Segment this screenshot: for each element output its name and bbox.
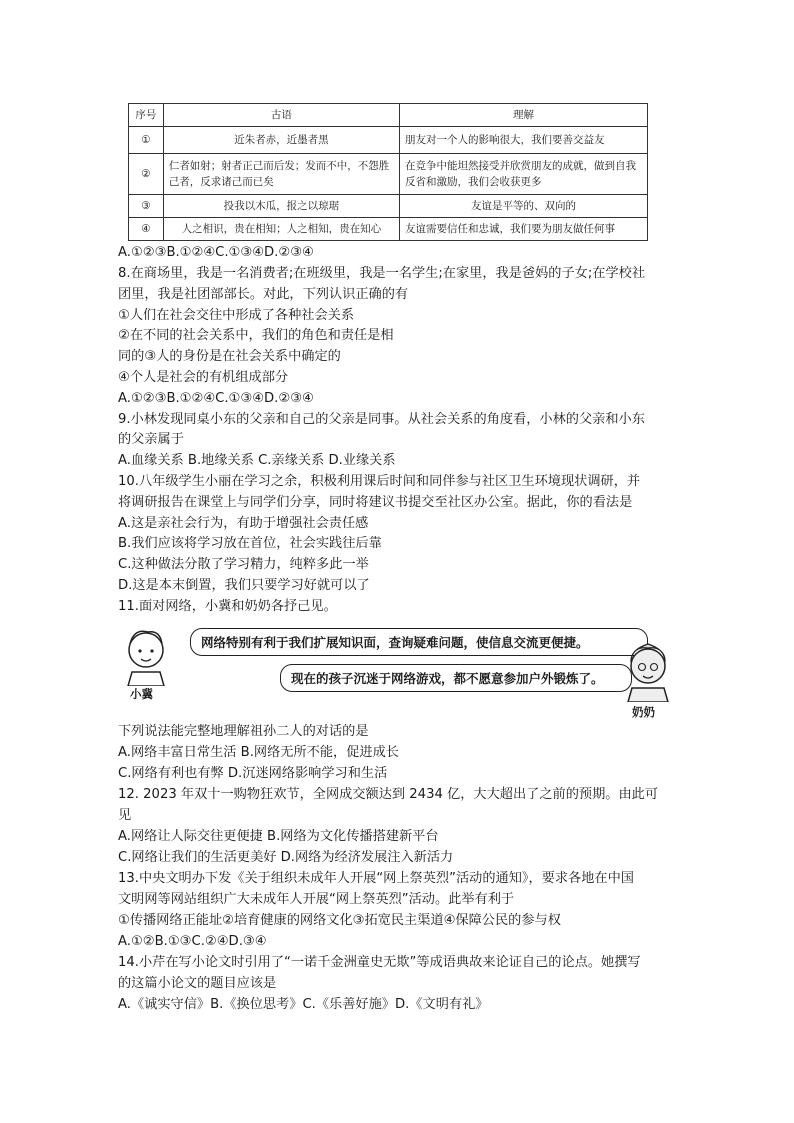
q9-stem-line2: 的父亲属于 bbox=[118, 432, 184, 447]
q8-stem-line2: 团里，我是社团部部长。对此，下列认识正确的有 bbox=[118, 287, 409, 302]
speaker-grandma: 奶奶 bbox=[632, 705, 655, 719]
q11-options-ab: A.网络丰富日常生活 B.网络无所不能，促进成长 bbox=[118, 745, 399, 760]
q14-options: A.《诚实守信》B.《换位思考》C.《乐善好施》D.《文明有礼》 bbox=[118, 997, 489, 1012]
ancient-sayings-table bbox=[128, 103, 648, 241]
table-header-no: 序号 bbox=[129, 104, 164, 127]
q12-stem-line2: 见 bbox=[118, 808, 132, 823]
table-cell-saying: 仁者如射；射者正己而后发；发而不中，不怨胜己者，反求诸己而已矣 bbox=[163, 154, 399, 195]
q8-options: A.①②③B.①②④C.①③④D.②③④ bbox=[118, 391, 314, 406]
q11-options-cd: C.网络有利也有弊 D.沉迷网络影响学习和生活 bbox=[118, 766, 388, 781]
table-cell-no: ① bbox=[129, 127, 164, 154]
speech-bubble-boy: 网络特别有利于我们扩展知识面，查询疑难问题，使信息交流更便捷。 bbox=[190, 628, 648, 656]
q9-options: A.血缘关系 B.地缘关系 C.亲缘关系 D.业缘关系 bbox=[118, 453, 396, 468]
table-header-row bbox=[129, 104, 648, 127]
table-row bbox=[129, 195, 648, 218]
dialogue-illustration bbox=[118, 620, 678, 720]
table-cell-saying: 人之相识，贵在相知；人之相知，贵在知心 bbox=[163, 218, 399, 241]
q8-item1: ①人们在社会交往中形成了各种社会关系 bbox=[118, 308, 355, 323]
grandma-figure-icon bbox=[618, 640, 678, 702]
q13-stem-line1: 13.中央文明办下发《关于组织未成年人开展“网上祭英烈”活动的通知》，要求各地在中国 bbox=[118, 871, 634, 886]
table-cell-no: ④ bbox=[129, 218, 164, 241]
table-cell-meaning: 在竞争中能坦然接受并欣赏朋友的成就，做到自我反省和激励，我们会收获更多 bbox=[399, 154, 647, 195]
q10-option-d: D.这是本末倒置，我们只要学习好就可以了 bbox=[118, 578, 370, 593]
q8-item2: ②在不同的社会关系中，我们的角色和责任是相 bbox=[118, 328, 394, 343]
q9-stem-line1: 9.小林发现同桌小东的父亲和自己的父亲是同事。从社会关系的角度看，小林的父亲和小东 bbox=[118, 412, 645, 427]
table-header-meaning: 理解 bbox=[399, 104, 647, 127]
table-row bbox=[129, 127, 648, 154]
table-row bbox=[129, 154, 648, 195]
q10-stem-line2: 将调研报告在课堂上与同学们分享，同时将建议书提交至社区办公室。据此，你的看法是 bbox=[118, 495, 633, 510]
q13-stem-line2: 文明网等网站组织广大未成年人开展“网上祭英烈”活动。此举有利于 bbox=[118, 892, 515, 907]
q10-stem-line1: 10.八年级学生小丽在学习之余，积极利用课后时间和同伴参与社区卫生环境现状调研，并 bbox=[118, 474, 641, 489]
q11-stem: 11.面对网络，小冀和奶奶各抒己见。 bbox=[118, 599, 337, 614]
table-cell-saying: 近朱者赤，近墨者黑 bbox=[163, 127, 399, 154]
q8-item3: 同的③人的身份是在社会关系中确定的 bbox=[118, 349, 341, 364]
q10-option-a: A.这是亲社会行为，有助于增强社会责任感 bbox=[118, 516, 369, 531]
q14-stem-line1: 14.小芹在写小论文时引用了“一诺千金洲童史无欺”等成语典故来论证自己的论点。她撰写 bbox=[118, 955, 641, 970]
table-cell-meaning: 友谊是平等的、双向的 bbox=[399, 195, 647, 218]
q12-options-ab: A.网络让人际交往更便捷 B.网络为文化传播搭建新平台 bbox=[118, 829, 439, 844]
q13-options: A.①②B.①③C.②④D.③④ bbox=[118, 934, 267, 949]
table-cell-saying: 投我以木瓜，报之以琼琚 bbox=[163, 195, 399, 218]
table-cell-no: ② bbox=[129, 154, 164, 195]
speaker-boy: 小冀 bbox=[130, 687, 153, 701]
q8-item4: ④个人是社会的有机组成部分 bbox=[118, 370, 289, 385]
q12-options-cd: C.网络让我们的生活更美好 D.网络为经济发展注入新活力 bbox=[118, 850, 454, 865]
q13-items: ①传播网络正能址②培育健康的网络文化③拓宽民主渠道④保障公民的参与权 bbox=[118, 913, 561, 928]
table-cell-meaning: 朋友对一个人的影响很大，我们要善交益友 bbox=[399, 127, 647, 154]
boy-figure-icon bbox=[118, 624, 178, 686]
q7-options: A.①②③B.①②④C.①③④D.②③④ bbox=[118, 245, 314, 260]
speech-bubble-grandma: 现在的孩子沉迷于网络游戏，都不愿意参加户外锻炼了。 bbox=[280, 664, 632, 692]
table-cell-meaning: 友谊需要信任和忠诚，我们要为朋友做任何事 bbox=[399, 218, 647, 241]
q10-option-c: C.这种做法分散了学习精力，纯粹多此一举 bbox=[118, 557, 369, 572]
q8-stem-line1: 8.在商场里，我是一名消费者;在班级里，我是一名学生;在家里，我是爸妈的子女;在学校社 bbox=[118, 266, 646, 281]
table-header-saying: 古语 bbox=[163, 104, 399, 127]
q14-stem-line2: 的这篇小论文的题目应该是 bbox=[118, 976, 277, 991]
q12-stem-line1: 12. 2023 年双十一购物狂欢节，全网成交额达到 2434 亿，大大超出了之前的预期。由此可 bbox=[118, 787, 659, 802]
q11-question: 下列说法能完整地理解祖孙二人的对话的是 bbox=[118, 724, 369, 739]
table-row bbox=[129, 218, 648, 241]
table-cell-no: ③ bbox=[129, 195, 164, 218]
q10-option-b: B.我们应该将学习放在首位，社会实践往后靠 bbox=[118, 536, 382, 551]
